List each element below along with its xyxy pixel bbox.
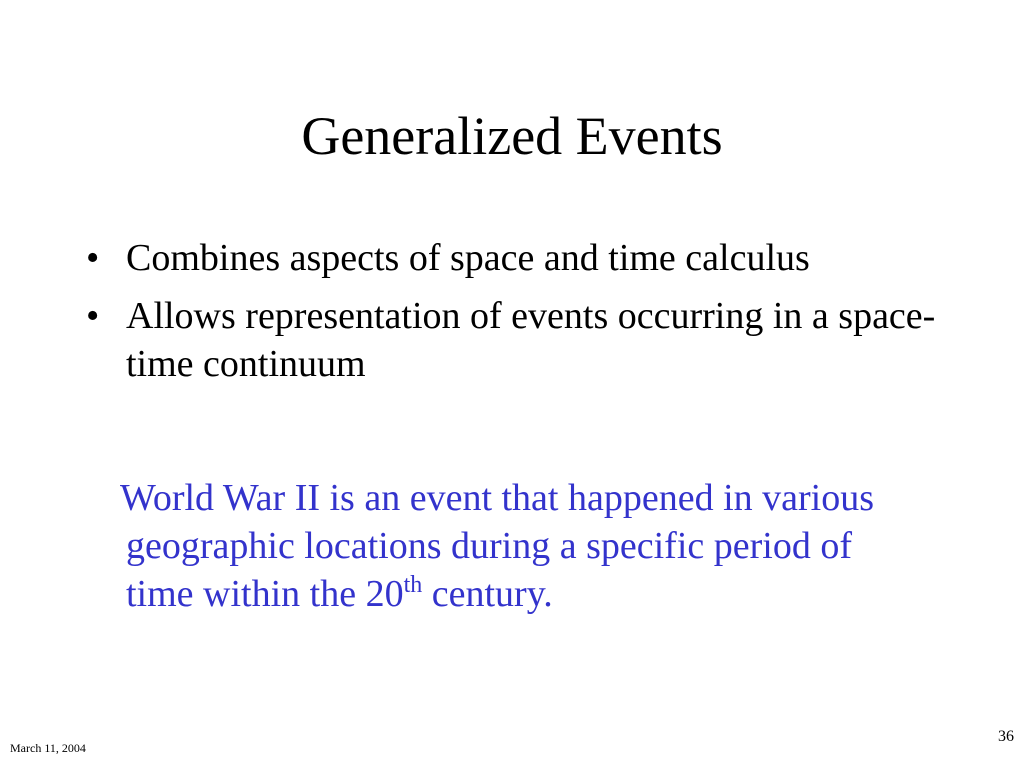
bullet-list (86, 234, 966, 398)
bullet-mark: • (86, 295, 100, 337)
example-text: World War II is an event that happened in various geographic locations during a specific period of time within the 20 (120, 477, 875, 615)
bullet-item (86, 234, 966, 282)
slide-title: Generalized Events (301, 106, 723, 166)
bullet-item (86, 292, 966, 388)
bullet-mark: • (86, 237, 100, 279)
example-paragraph (120, 474, 926, 618)
footer-date: March 11, 2004 (10, 741, 86, 755)
bullet-text: Allows representation of events occurring in a space-time continuum (126, 295, 936, 385)
slide-number: 36 (998, 728, 1014, 745)
example-tail: century. (422, 573, 553, 615)
ordinal-superscript: th (403, 572, 423, 598)
bullet-text: Combines aspects of space and time calculus (126, 237, 810, 279)
